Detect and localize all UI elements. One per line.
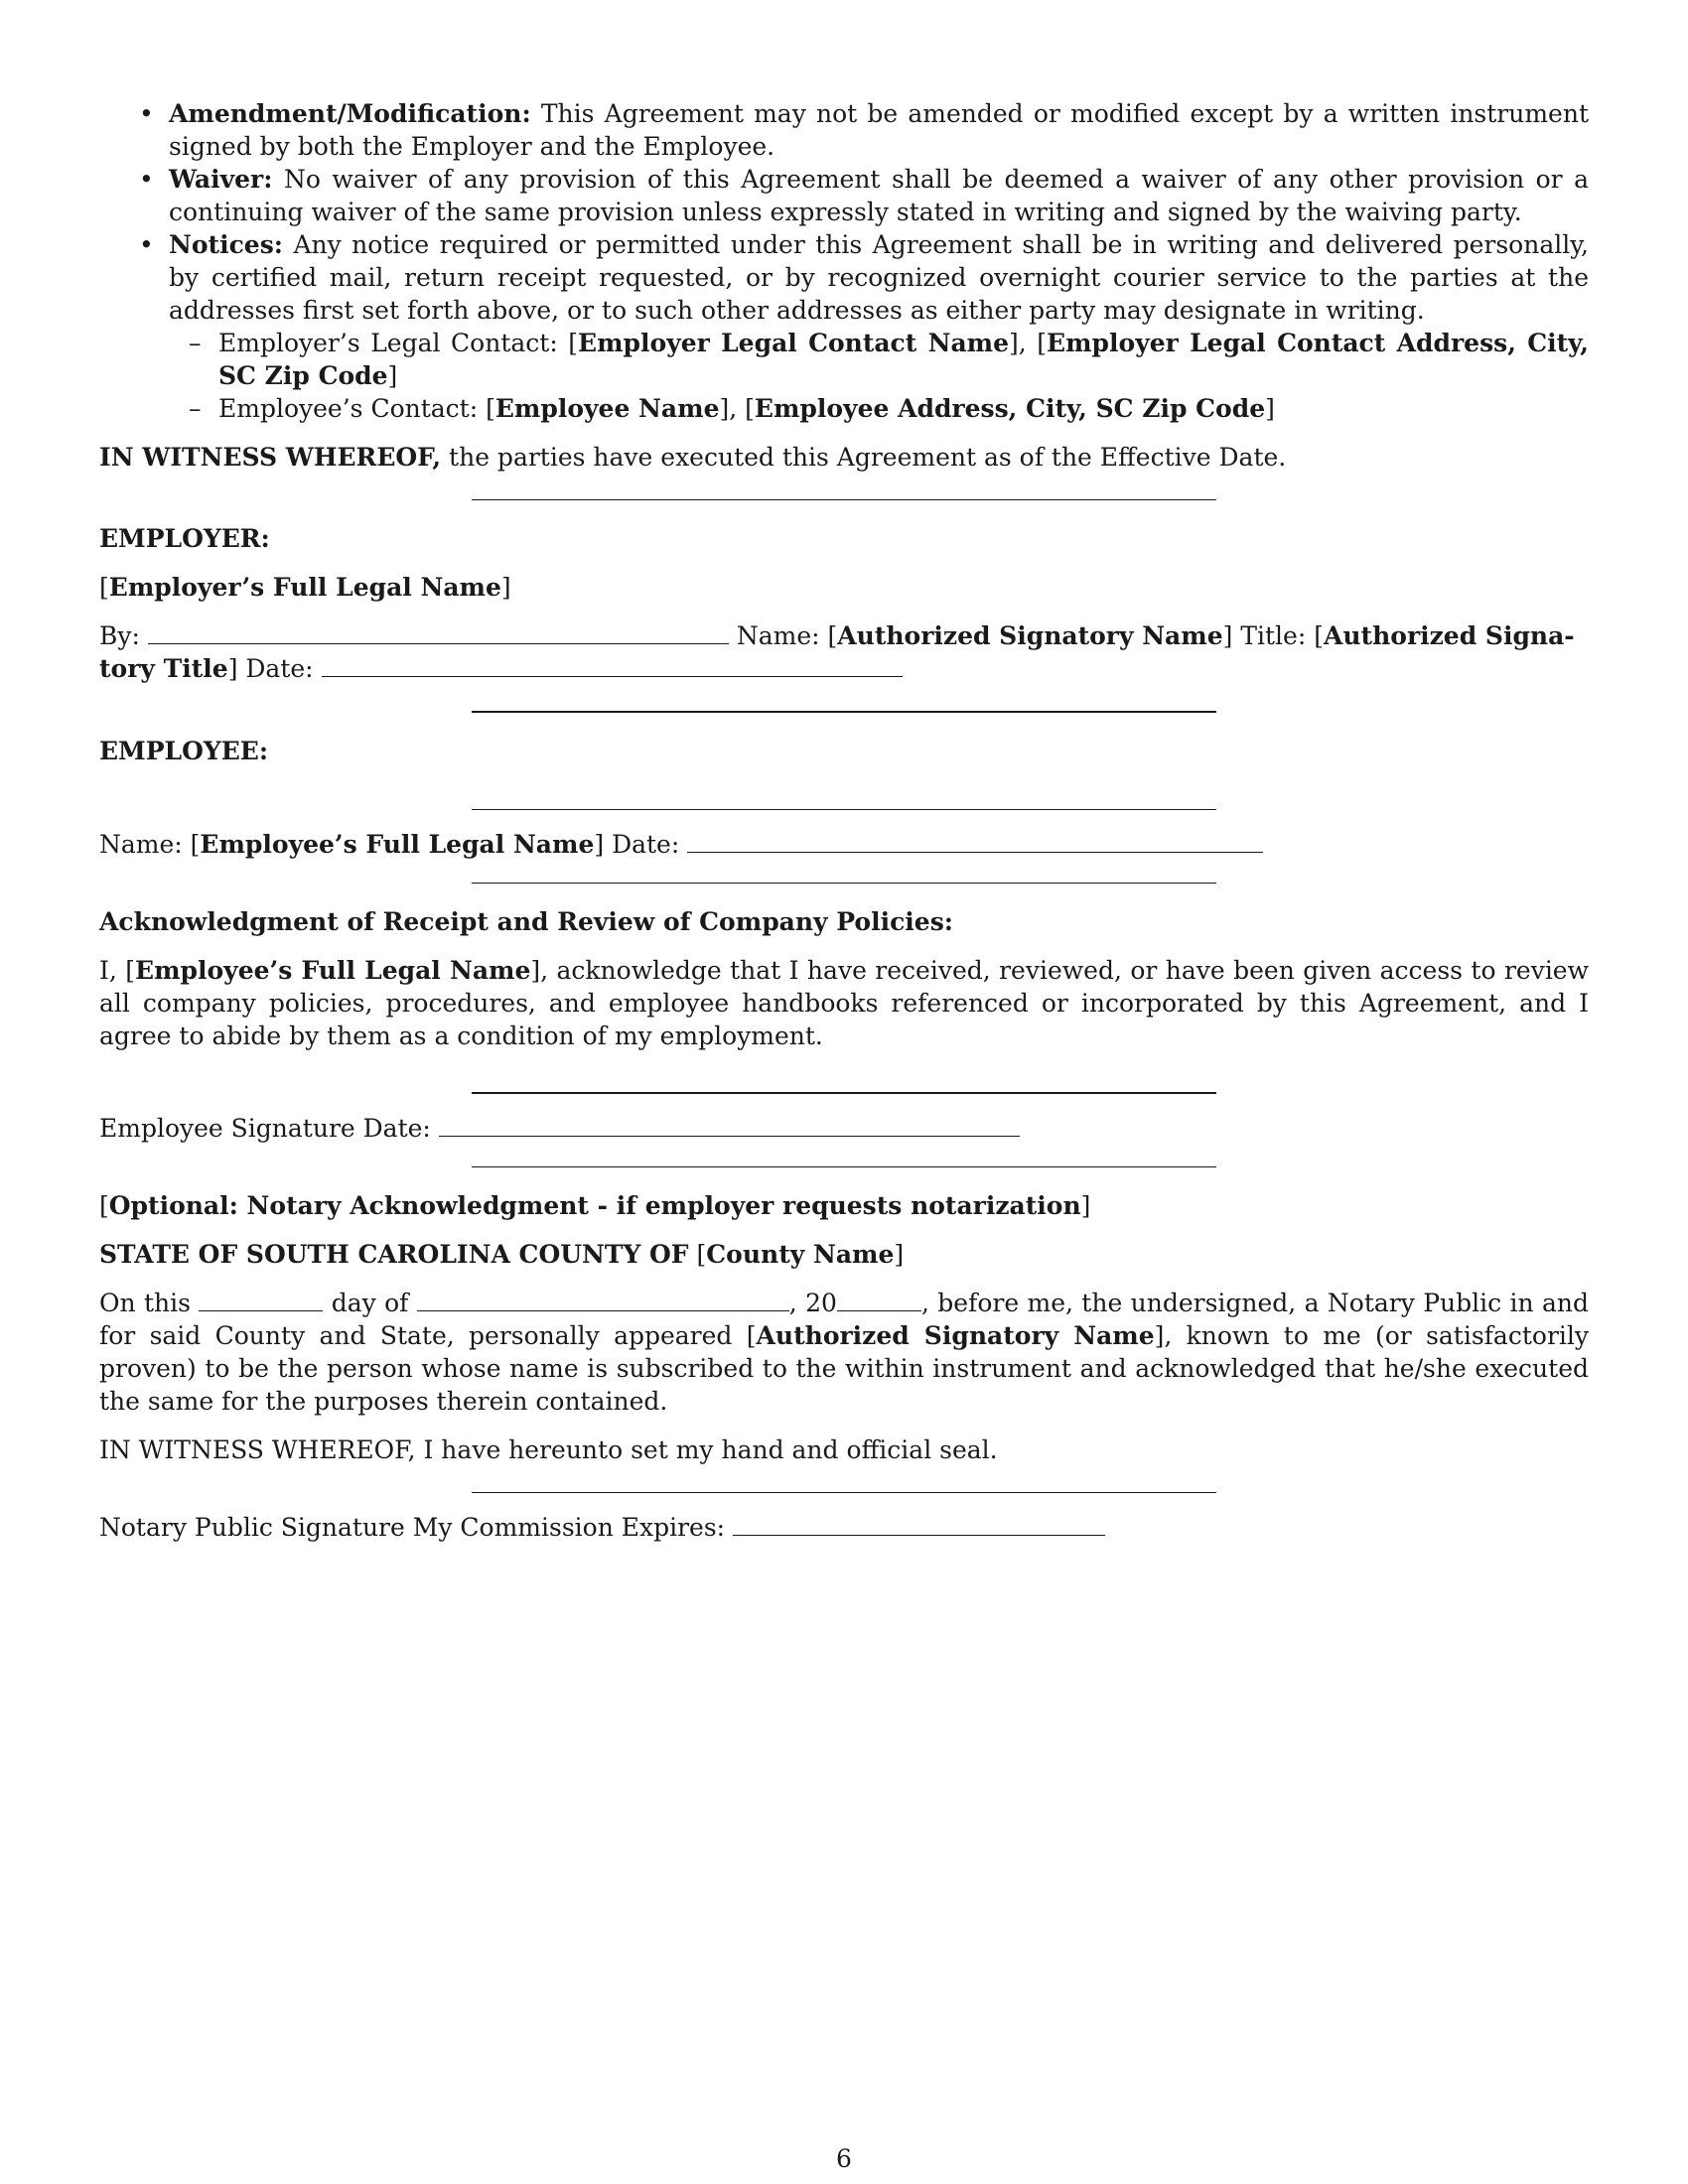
by-blank[interactable] [148, 621, 729, 644]
signature-line [472, 1492, 1216, 1493]
signature-line [472, 809, 1216, 810]
day-blank[interactable] [199, 1289, 323, 1311]
employee-contact-address: Employee Address, City, SC Zip Code [754, 394, 1266, 423]
commission-blank[interactable] [733, 1513, 1105, 1536]
employer-contact-name: Employer Legal Contact Name [578, 329, 1010, 357]
month-blank[interactable] [417, 1289, 789, 1311]
signature-line [472, 1166, 1216, 1167]
signature-line [472, 499, 1216, 500]
signature-line [472, 883, 1216, 884]
clause-text: No waiver of any provision of this Agreement shall be deemed a waiver of any other provision or a continuing waiver of the same provision unless expressly stated in writing and signed by the waiving party. [169, 165, 1589, 226]
notary-signature-line: Notary Public Signature My Commission Expires: [99, 1511, 1589, 1544]
notary-state-line: STATE OF SOUTH CAROLINA COUNTY OF [County Name] [99, 1240, 905, 1269]
employer-signature-line: By: Name: [Authorized Signatory Name] Title: [Authorized Signa- tory Title] Date: [99, 621, 1575, 683]
acknowledgment-heading: Acknowledgment of Receipt and Review of Company Policies: [99, 907, 953, 936]
employer-contact: – Employer’s Legal Contact: [Employer Legal Contact Name], [Employer Legal Contact Address, City, SC Zip Code] [159, 327, 1589, 392]
employee-name-line: Name: [Employee’s Full Legal Name] Date: [99, 828, 1589, 861]
employee-heading: EMPLOYEE: [99, 737, 269, 765]
clause-notices [99, 228, 1589, 425]
clause-waiver [99, 163, 1589, 228]
date-blank[interactable] [322, 654, 903, 677]
clause-term: Notices: [169, 230, 284, 259]
clause-list [99, 97, 1589, 425]
signature-line [472, 711, 1216, 713]
employer-heading: EMPLOYER: [99, 524, 270, 553]
date-blank[interactable] [439, 1114, 1020, 1137]
year-blank[interactable] [837, 1289, 921, 1311]
employer-legal-name: [Employer’s Full Legal Name] [99, 573, 511, 602]
clause-term: Amendment/Modification: [169, 99, 531, 128]
clause-text: This Agreement may not be amended or modified except by a written instrument signed by both the Employer and the Employee. [169, 99, 1589, 161]
employee-signature-date: Employee Signature Date: [99, 1112, 1589, 1145]
clause-amendment [99, 97, 1589, 163]
signature-line [472, 1092, 1216, 1094]
acknowledgment-text: I, [Employee’s Full Legal Name], acknowledge that I have received, reviewed, or have been given access to review all company policies, procedures, and employee handbooks referenced or incorporated by this Agreement, and I agree to abide by them as a condition of my employment. [99, 956, 1590, 1050]
witness-statement: IN WITNESS WHEREOF, the parties have executed this Agreement as of the Effective Date. [99, 443, 1287, 472]
notary-witness: IN WITNESS WHEREOF, I have hereunto set my hand and official seal. [99, 1435, 998, 1464]
notary-heading: [Optional: Notary Acknowledgment - if employer requests notarization] [99, 1191, 1091, 1220]
document-page [99, 97, 1589, 1544]
clause-text: Any notice required or permitted under this Agreement shall be in writing and delivered personally, by certified mail, return receipt requested, or by recognized overnight courier service to the parties at the addresses first set forth above, or to such other addresses as either party may designate in writing. [169, 230, 1589, 325]
employee-contact-name: Employee Name [494, 394, 720, 423]
notary-body: On this day of , 20 , before me, the undersigned, a Notary Public in and for said County and State, personally appeared [Authorized Signatory Name], known to me (or satisfactorily proven) to be the person whose name is subscribed to the within instrument and acknowledged that he/she executed the same for the purposes therein contained. [99, 1289, 1590, 1416]
employee-contact: – Employee’s Contact: [Employee Name], [Employee Address, City, SC Zip Code] [159, 392, 1589, 425]
employer-contact-address: Employer Legal Contact Address, City, SC Zip Code [218, 329, 1589, 390]
date-blank[interactable] [687, 830, 1263, 853]
page-number: 6 [836, 2144, 852, 2173]
contact-list [169, 327, 1589, 425]
clause-term: Waiver: [169, 165, 273, 194]
